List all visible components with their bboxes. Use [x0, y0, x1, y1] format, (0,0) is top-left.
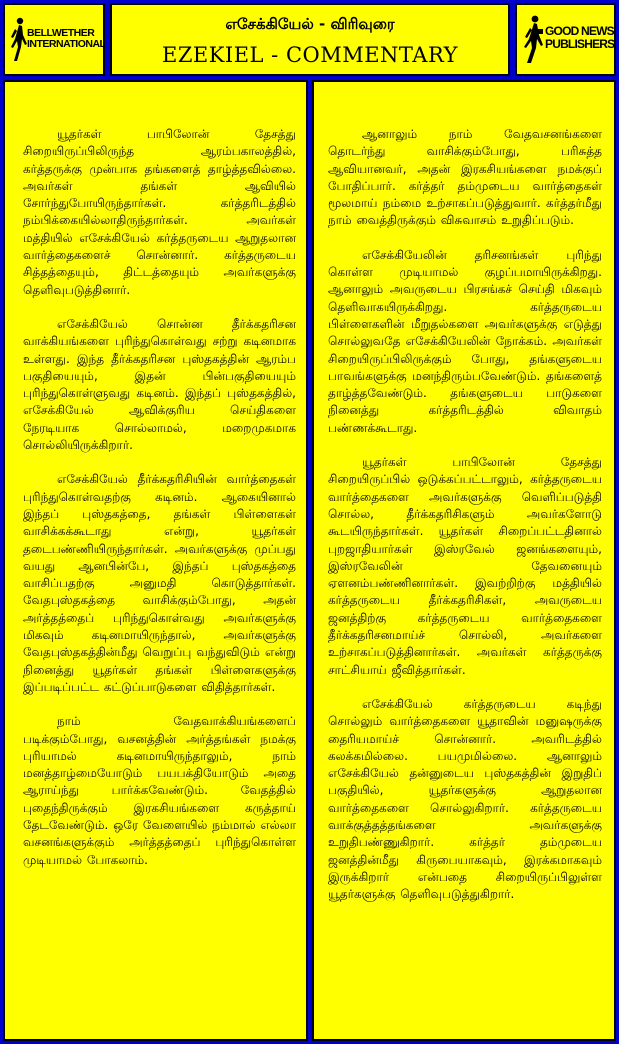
paragraph: ஆனாலும் நாம் வேதவசனங்களை தொடர்ந்து வாசிக்கும்போது, பரிசுத்த ஆவியானவர், அதன் இரகசியங்களை நமக்குப் போதிப்பார். கர்த்தர் தம்முடைய வார்த்தைகள் மூலமாய் நம்மை உற்சாகப்படுத்துவார். கர்த்தர்மீது நாம் வைத்திருக்கும் விசுவாசம் உறுதிப்படும். [328, 127, 602, 228]
paragraph: யூதர்கள் பாபிலோன் தேசத்து சிறையிருப்பில் ஒடுக்கப்பட்டாலும், கர்த்தருடைய வார்த்தைகளை அவர்களுக்கு வெளிப்படுத்தி சொல்ல, தீர்க்கதரிசிகளும் அவர்களோடு கூடயிருந்தார்கள். யூதர்கள் சிறைப்பட்டதினால் புறஜாதியார்கள் இஸ்ரவேல் ஜனங்களையும், இஸ்ரவேலின் தேவனையும் ஏளனம்பண்ணினார்கள். இவற்றிற்கு மத்தியில் கர்த்தருடைய தீர்க்கதரிசிகள், அவருடைய ஜனத்திற்கு கர்த்தருடைய வார்த்தைகளை தீர்க்கதரிசனமாய்ச் சொல்லி, அவர்களை உற்சாகப்படுத்தினார்கள். அவர்கள் கர்த்தருக்கு சாட்சியாய் ஜீவித்தார்கள். [328, 455, 602, 677]
bellwether-logo [3, 3, 105, 76]
good-news-logo-text [545, 25, 614, 50]
paragraph: எசேக்கியேல் தீர்க்கதரிசியின் வார்த்தைகள் புரிந்துகொள்வதற்கு கடினம். ஆகையினால் இந்தப் புஸ்தகத்தை, தங்கள் பிள்ளைகள் வாசிக்கக்கூடாது என்று, யூதர்கள் தடைபண்ணியிருந்தார்கள். அவர்களுக்கு முப்பது வயது ஆனபின்பே, இந்தப் புஸ்தகத்தை வாசிப்பதற்கு அனுமதி கொடுத்தார்கள். வேதபுஸ்தகத்தை வாசிக்கும்போது, அதன் அர்த்தத்தைப் புரிந்துகொள்வது அவர்களுக்கு மிகவும் கடினமாயிருந்தால், அவர்களுக்கு வேதபுஸ்தகத்தின்மீது வெறுப்பு வந்துவிடும் என்று நினைத்து யூதர்கள் தங்கள் பிள்ளைகளுக்கு இப்படிப்பட்ட கட்டுப்பாடுகளை விதித்தார்கள். [23, 472, 296, 694]
good-news-publishers-logo [515, 3, 616, 76]
right-column-body [328, 126, 602, 920]
logo-left-line2: INTERNATIONAL [27, 38, 106, 51]
paragraph: யூதர்கள் பாபிலோன் தேசத்து சிறையிருப்பிலிருந்த ஆரம்பகாலத்தில், கர்த்தருக்கு முன்பாக தங்களைத் தாழ்த்தவில்லை. அவர்கள் தங்கள் ஆவியில் சோர்ந்துபோயிருந்தார்கள். கர்த்தரிடத்தில் நம்பிக்கையில்லாதிருந்தார்கள். அவர்கள் மத்தியில் எசேக்கியேல் கர்த்தருடைய ஆறுதலான வார்த்தைகளைச் சொன்னார். கர்த்தருடைய சித்தத்தையும், திட்டத்தையும் அவர்களுக்கு தெளிவுபடுத்தினார். [23, 127, 296, 297]
paragraph: எசேக்கியேலின் தரிசனங்கள் புரிந்து கொள்ள முடியாமல் குழப்பமாயிருக்கிறது. ஆனாலும் அவருடைய பிரசங்கச் செய்தி மிகவும் தெளிவாகயிருக்கிறது. கர்த்தருடைய பிள்ளைகளின் மீறுதல்களை அவர்களுக்கு எடுத்து சொல்லுவதே எசேக்கியேலின் நோக்கம். அவர்கள் சிறையிருப்பிலிருக்கும் போது, தங்களுடைய பாவங்களுக்கு மனந்திரும்பவேண்டும். தங்களைத் தாழ்த்தவேண்டும். தங்களுடைய பாடுகளை நினைத்து கர்த்தரிடத்தில் விவாதம் பண்ணக்கூடாது. [328, 247, 602, 435]
left-text-column [3, 80, 308, 1041]
logo-right-line2: PUBLISHERS [545, 36, 615, 51]
page-title-english: EZEKIEL - COMMENTARY [161, 43, 458, 67]
logo-right-line1: GOOD NEWS [545, 24, 614, 38]
page-title-tamil: எசேக்கியேல் - விரிவுரை [225, 15, 395, 33]
paragraph: நாம் வேதவாக்கியங்களைப் படிக்கும்போது, வசனத்தின் அர்த்தங்கள் நமக்கு புரியாமல் கடினமாயிருந்தாலும், நாம் மனத்தாழ்மையோடும் பயபக்தியோடும் அதை ஆராய்ந்து பார்க்கவேண்டும். வேதத்தில் புதைந்திருக்கும் இரகசியங்களை கருத்தாய் தேடவேண்டும். ஒரே வேளையில் நம்மால் எல்லா வசனங்களுக்கும் அர்த்தத்தைப் புரிந்துகொள்ள முடியாமல் போகலாம். [23, 714, 296, 867]
walking-figure-icon [9, 17, 27, 63]
left-column-body [23, 126, 296, 886]
logo-left-line1: BELLWETHER [27, 27, 95, 39]
bellwether-logo-text [27, 28, 105, 50]
title-banner [110, 3, 510, 76]
paragraph: எசேக்கியேல் சொன்ன தீர்க்கதரிசன வாக்கியங்களை புரிந்துகொள்வது சற்று கடினமாக உள்ளது. இந்த தீர்க்கதரிசன புஸ்தகத்தின் ஆரம்ப பகுதியையும், இதன் பின்பகுதியையும் புரிந்துகொள்ளுவது கடினம். இந்தப் புஸ்தகத்தில், எசேக்கியேல் ஆவிக்குரிய செய்திகளை நேரடியாக சொல்லாமல், மறைமுகமாக சொல்லியிருக்கிறார். [23, 316, 296, 453]
paragraph: எசேக்கியேல் கர்த்தருடைய கடிந்து சொல்லும் வார்த்தைகளை யூதாவின் மனுஷருக்கு தைரியமாய்ச் சொன்னார். அவரிடத்தில் கலக்கமில்லை. பயமுமில்லை. ஆனாலும் எசேக்கியேல் தன்னுடைய புஸ்தகத்தின் இறுதிப் பகுதியில், யூதர்களுக்கு ஆறுதலான வார்த்தைகளை சொல்லுகிறார். கர்த்தருடைய வாக்குத்தத்தங்களை அவர்களுக்கு உறுதிபண்ணுகிறார். கர்த்தர் தம்முடைய ஜனத்தின்மீது கிருபையாகவும், இரக்கமாகவும் இருக்கிறார் என்பதை சிறையிருப்பிலுள்ள யூதர்களுக்கு தெளிவுபடுத்துகிறார். [328, 696, 602, 902]
walking-figure-icon [522, 15, 544, 65]
right-text-column [312, 80, 616, 1041]
